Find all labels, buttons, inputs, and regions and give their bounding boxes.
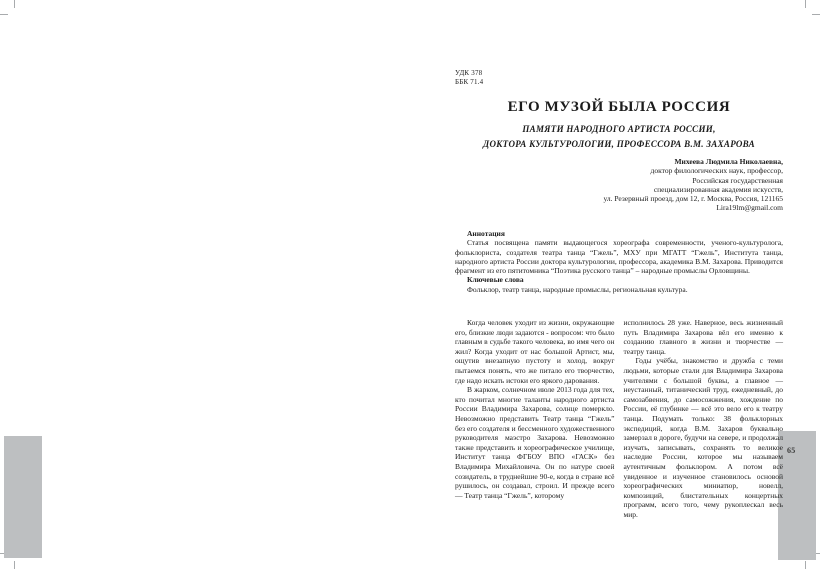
abstract-heading: Аннотация — [467, 229, 505, 238]
article-subtitle-line2: ДОКТОРА КУЛЬТУРОЛОГИИ, ПРОФЕССОРА В.М. ЗАХАРОВА — [483, 139, 755, 149]
author-degree: доктор филологических наук, профессор, — [650, 166, 783, 176]
body-paragraph: Годы учёбы, знакомство и дружба с теми людьми, которые стали для Владимира Захарова учителями с большой буквы, а главное — неустанный, титанический труд, ежедневный, до самозабвения, до самосожжения, хождение по России, её глубинке — всё это вело его к театру танца. Подумать только: 38 фольклорных экспедиций, когда В.М. Захаров буквально замерзал в дороге, будучи на севере, и продолжал изучать, записывать, сохранять то великое наследие России, которое мы называем аутентичным фольклором. А потом всё увиденное и изученное становилось основой хореографических миниатюр, новелл, композиций, блистательных концертных программ, всего того, чему рукоплескал весь мир. — [623, 356, 783, 519]
keywords-text: Фольклор, театр танца, народные промыслы, региональная культура. — [467, 284, 688, 294]
abstract-section — [455, 229, 783, 294]
body-columns — [455, 318, 783, 519]
crop-mark — [805, 0, 806, 8]
page-number: 65 — [787, 446, 796, 455]
author-block — [455, 157, 783, 213]
bbk-code: ББК 71.4 — [455, 77, 484, 86]
crop-mark — [812, 14, 820, 15]
udc-code: УДК 378 — [455, 69, 483, 77]
crop-mark — [14, 0, 15, 8]
author-email: Lira19lm@gmail.com — [716, 203, 783, 213]
crop-mark — [805, 561, 806, 569]
right-edge-tab — [778, 431, 816, 560]
body-paragraph: В жарком, солнечном июле 2013 года для тех, кто почитал многие таланты народного артиста России Владимира Захарова, солнце померкло. Невозможно представить Театр танца “Гжель” без его создателя и бессменного художественного руководителя маэстро Захарова. Невозможно также представить и хореографическое училище, Институт танца ФГБОУ ВПО «ГАСК» без Владимира Михайловича. Он по натуре своей созидатель, в труднейшие 90-е, когда в стране всё рушилось, он создавал, строил. И прежде всего — Театр танца “Гжель”, которому — [455, 385, 615, 500]
author-name: Михеева Людмила Николаевна, — [674, 157, 783, 166]
left-edge-tab — [4, 436, 42, 558]
body-paragraph: исполнилось 28 уже. Наверное, весь жизненный путь Владимира Захарова вёл его именно к созданию главного в жизни и творчестве — театру танца. — [623, 318, 783, 356]
abstract-text: Статья посвящена памяти выдающегося хореографа современности, ученого-культуролога, фольклориста, создателя театра танца “Гжель”, МХУ при МГАТТ “Гжель”, Института танца, народного артиста России доктора культурологии, профессора, академика В.М. Захарова. Приводится фрагмент из его пятитомника “Поэтика русского танца” – народные промыслы Орловщины. — [455, 238, 783, 276]
body-column-left — [455, 318, 615, 519]
body-column-right — [624, 318, 784, 519]
keywords-heading: Ключевые слова — [467, 275, 524, 285]
author-affiliation-line1: Российская государственная — [692, 175, 783, 185]
author-affiliation-line2: специализированная академия искусств, — [653, 184, 783, 194]
crop-mark — [0, 14, 8, 15]
classification-codes — [455, 69, 783, 86]
article-subtitle-line1: ПАМЯТИ НАРОДНОГО АРТИСТА РОССИИ, — [522, 124, 716, 134]
crop-mark — [14, 561, 15, 569]
body-paragraph: Когда человек уходит из жизни, окружающие его, близкие люди задаются - вопросом: что было главным в судьбе такого человека, во имя чего он жил? Когда уходит от нас большой Артист, мы, ощутив внезапную пустоту и холод, вокруг пытаемся понять, что же питало его творчество, где надо искать истоки его яркого дарования. — [455, 318, 615, 385]
article-title: ЕГО МУЗОЙ БЫЛА РОССИЯ — [507, 99, 731, 115]
author-address: ул. Резервный проезд, дом 12, г. Москва, Россия, 121165 — [603, 194, 783, 204]
